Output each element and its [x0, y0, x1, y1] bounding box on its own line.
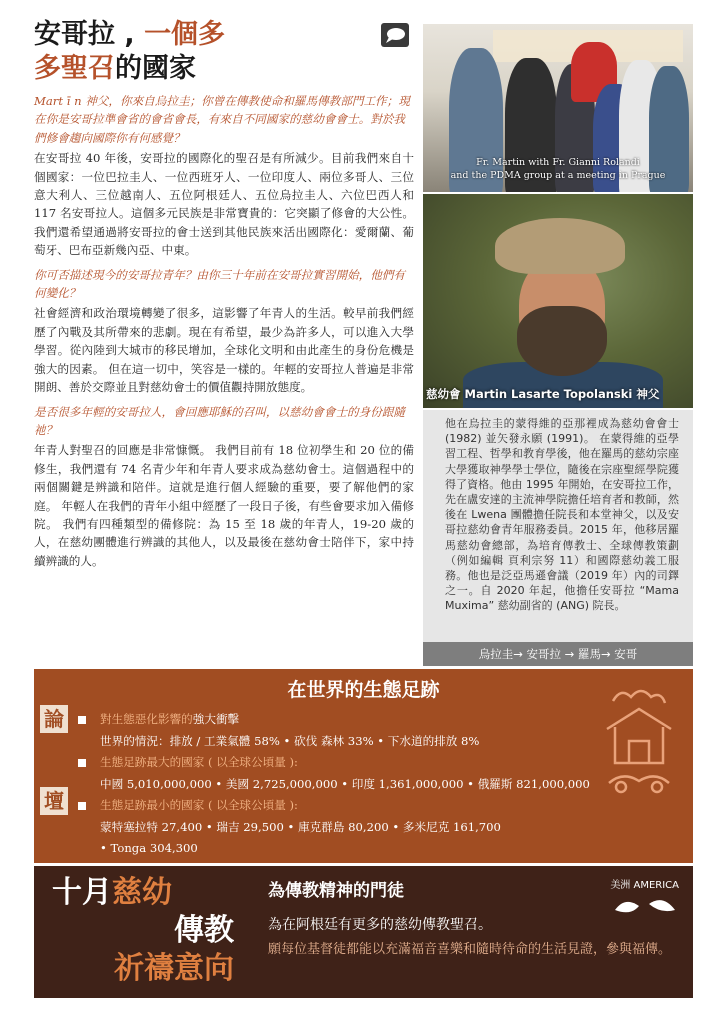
answer-1: 在安哥拉 40 年後，安哥拉的國際化的聖召是有所減少。目前我們來自十個國家：一位巴拉圭人、一位西班牙人、一位印度人、兩位多哥人、三位意大利人、三位越南人、五位阿根廷人、五位烏拉圭人、六位巴西人和 117 名安哥拉人。這個多元民族是非常寶貴的：它突顯了修會的大公性。 我們還希望通過將安哥拉的會士送到其他民族來活出國際化：愛爾蘭、葡萄牙、巴布亞新幾內亞、中東。	[34, 151, 414, 258]
ecological-footprint-panel	[34, 669, 693, 863]
title-highlight-1: 一個多	[144, 19, 226, 50]
october-line-2: 傳教	[174, 913, 234, 948]
october-line-3: 祈禱意向	[114, 951, 234, 986]
answer-3: 年青人對聖召的回應是非常慷慨。 我們目前有 18 位初學生和 20 位的備修生，我們還有 74 名青少年和年青人要求成為慈幼會士。這個過程中的兩個關鍵是辨識和陪伴。這就是進行個人經驗的重要，要了解他們的家庭。 年輕人在我們的青年小組中經歷了一段日子後，有些會要求加入備修院。 我們有四種類型的備修院：為 15 至 18 歲的年青人，19-20 歲的人，在慈幼團體進行辨識的其他人，以及最後在慈幼會士陪伴下，家中持續辨識的人。	[34, 443, 414, 568]
eco-b1-line2: 世界的情況：排放 / 工業氣體 58% • 砍伐 森林 33% • 下水道的排放 8%	[100, 733, 480, 748]
october-month: 十月	[52, 875, 112, 910]
caption-line-2: and the PDMA group at a meeting in Prague	[450, 170, 666, 181]
october-heading	[52, 874, 252, 988]
intention-heading: 為傳教精神的門徒	[268, 881, 404, 901]
eco-bullet-1	[78, 709, 598, 731]
intention-line-1: 為在阿根廷有更多的慈幼傳教聖召。	[268, 917, 492, 933]
forum-label-1: 論	[40, 705, 68, 733]
intention-line-2: 願每位基督徒都能以充滿福音喜樂和隨時待命的生活見證，參與福傳。	[268, 942, 672, 957]
october-intention-panel	[34, 866, 693, 998]
eco-bullet-3: 生態足跡最小的國家 ( 以全球公頃量 ):	[78, 795, 598, 817]
group-photo-caption	[423, 156, 693, 182]
portrait-caption: 慈幼會 Martin Lasarte Topolanski 神父	[426, 387, 660, 401]
eco-body	[78, 709, 598, 860]
eco-b2-line2: 中國 5,010,000,000 • 美國 2,725,000,000 • 印度 1,361,000,000 • 俄羅斯 821,000,000	[100, 776, 590, 791]
eco-b1-prefix: 對生態惡化影響的	[100, 712, 193, 726]
page-title	[34, 18, 374, 86]
portrait-beard	[517, 306, 607, 376]
eco-bullet-2: 生態足跡最大的國家 ( 以全球公頃量 ):	[78, 752, 598, 774]
biography-box: 他在烏拉圭的蒙得維的亞那裡成為慈幼會會士 (1982) 並矢發永願 (1991)。 在蒙得維的亞學習工程、哲學和教育學後，他在羅馬的慈幼宗座大學獲取神學學士學位，隨後在宗座聖經學院獲得了資格。他由 1995 年開始，在安哥拉工作，先在盧安達的主流神學院擔任培育者和教師，然後在 Lwena 團體擔任院長和本堂神父，以及安哥拉慈幼會青年服務委員。2015 年，他移居羅馬慈幼會總部，為培育傳教士、全球傳教策劃（例如編輯 頁利宗努 11）和國際慈幼義工服務。他也是泛亞馬遜會議（2019 年）內的司鐸之一。自 2020 年起，他擔任安哥拉 “Mama Muxima” 慈幼副省的 (ANG) 院長。	[423, 410, 693, 642]
locations-bar: 烏拉圭→ 安哥拉 → 羅馬→ 安哥	[423, 642, 693, 666]
eco-title: 在世界的生態足跡	[287, 679, 440, 701]
hands-wave-icon	[613, 894, 677, 920]
october-line-1	[52, 874, 252, 912]
october-salesian: 慈幼	[112, 875, 172, 910]
eco-b3-line2: 蒙特塞拉特 27,400 • 瑞吉 29,500 • 庫克群島 80,200 • 多米尼克 161,700	[100, 819, 501, 834]
interview-column	[34, 92, 414, 576]
question-1: Mart ī n 神父，你來自烏拉圭；你曾在傳教使命和羅馬傳教部門工作；現在你是安哥拉準會省的會省會長，有來自不同國家的慈幼會會士。對於我們修會趨向國際你有何感覺？	[34, 94, 410, 145]
speech-bubble-icon	[380, 22, 410, 48]
portrait-photo	[423, 194, 693, 408]
caption-line-1: Fr. Martin with Fr. Gianni Rolandi	[476, 157, 640, 168]
portrait-hat	[495, 218, 625, 274]
question-3: 是否很多年輕的安哥拉人，會回應耶穌的召叫，以慈幼會會士的身份跟隨祂？	[34, 404, 406, 437]
title-plain: 安哥拉 ,	[34, 19, 145, 50]
question-2: 你可否描述現今的安哥拉青年？由你三十年前在安哥拉實習開始，他們有何變化？	[34, 267, 406, 301]
eco-b3-line3: • Tonga 304,300	[100, 841, 198, 855]
region-label: 美洲 AMERICA	[610, 880, 679, 891]
answer-2: 社會經濟和政治環境轉變了很多，這影響了年青人的生活。較早前我們經歷了內戰及其所帶來的悲劇。現在有希望，最少為許多人，可以進入大學學習。從內陸到大城市的移民增加，全球化文明和由此產生的身份危機是強大的因素。 但在這一切中，笑容是一樣的。年輕的安哥拉人普遍是非常開朗、善於交際並且對慈幼會士的價值觀持開放態度。	[34, 306, 414, 395]
eco-b1-highlight: 強大衝擊	[192, 712, 240, 726]
title-highlight-2: 多聖召	[34, 53, 115, 84]
title-plain-2: 的國家	[115, 53, 196, 84]
house-illustration-icon	[599, 683, 679, 795]
forum-label-2: 壇	[40, 787, 68, 815]
